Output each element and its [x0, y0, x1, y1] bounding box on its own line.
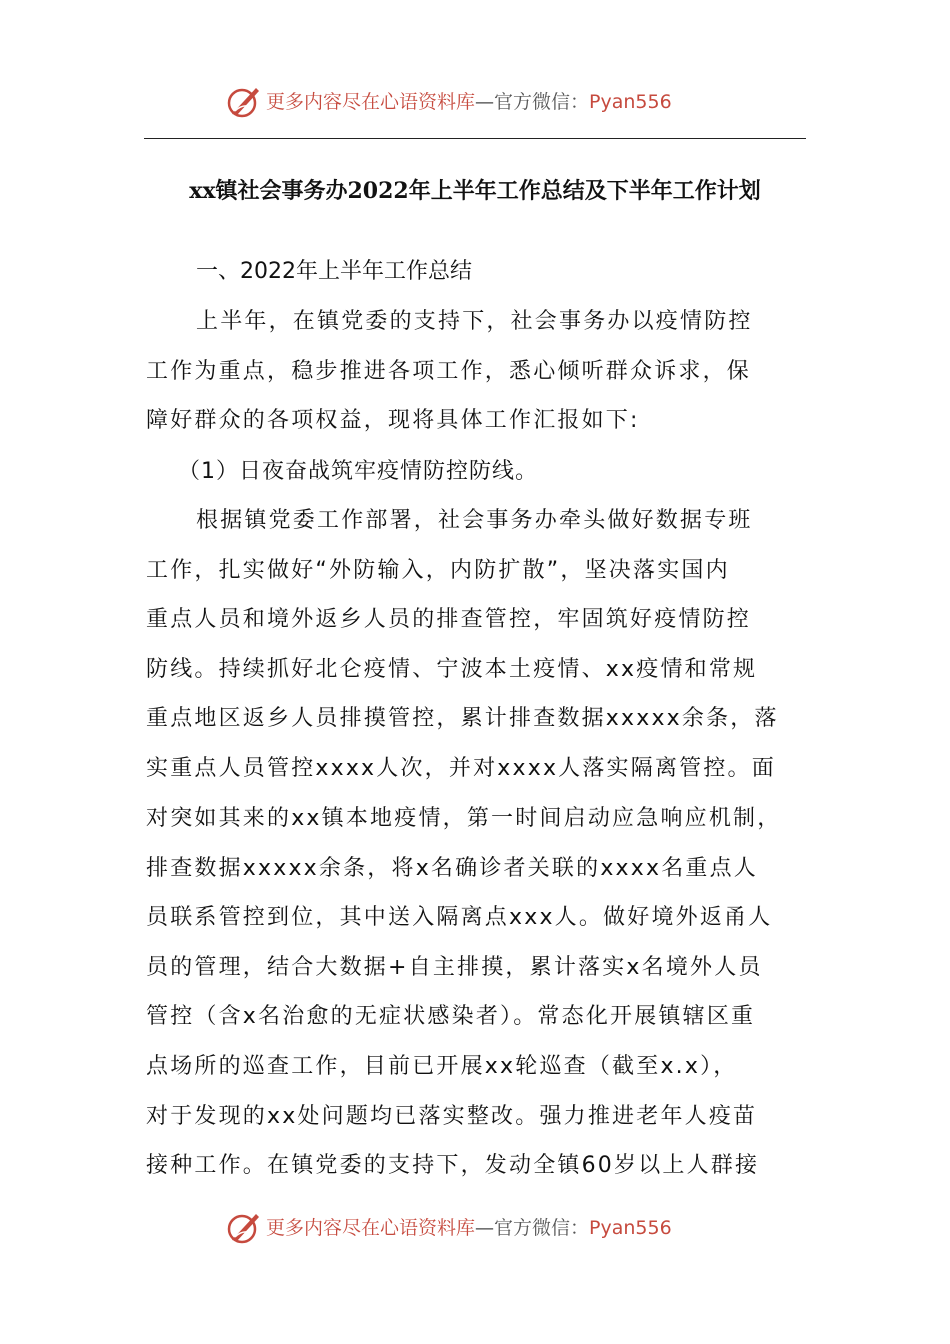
paragraph-line: 点场所的巡查工作，目前已开展xx轮巡查（截至x.x），: [146, 1054, 738, 1079]
banner-separator: —: [475, 91, 495, 113]
paragraph-line: 管控（含x名治愈的无症状感染者）。常态化开展镇辖区重: [146, 1004, 756, 1029]
paragraph-line: 根据镇党委工作部署，社会事务办牵头做好数据专班: [196, 508, 753, 533]
quill-logo-icon: [226, 84, 262, 120]
banner-slogan: 更多内容尽在心语资料库: [266, 91, 476, 113]
paragraph-line: 实重点人员管控xxxx人次，并对xxxx人落实隔离管控。面: [146, 756, 776, 781]
paragraph-line: 对突如其来的xx镇本地疫情，第一时间启动应急响应机制，: [146, 806, 782, 831]
section-heading: 一、2022年上半年工作总结: [196, 259, 472, 284]
quill-logo-icon: [226, 1210, 262, 1246]
paragraph-line: 重点人员和境外返乡人员的排查管控，牢固筑好疫情防控: [146, 607, 752, 632]
banner-wechat-label: 官方微信：: [494, 91, 590, 113]
banner-slogan: 更多内容尽在心语资料库: [266, 1217, 476, 1239]
paragraph-line: 障好群众的各项权益，现将具体工作汇报如下:: [146, 408, 640, 433]
header-divider: [144, 138, 806, 139]
banner-text: [266, 89, 672, 115]
document-title: xx镇社会事务办2022年上半年工作总结及下半年工作计划: [189, 178, 761, 204]
paragraph-line: 接种工作。在镇党委的支持下，发动全镇60岁以上人群接: [146, 1153, 760, 1178]
paragraph-line: 防线。持续抓好北仑疫情、宁波本土疫情、xx疫情和常规: [146, 657, 758, 682]
subsection-heading: （1）日夜奋战筑牢疫情防控防线。: [178, 459, 538, 484]
paragraph-line: 员联系管控到位，其中送入隔离点xxx人。做好境外返甬人: [146, 905, 773, 930]
header-banner: [0, 84, 950, 124]
paragraph-line: 上半年，在镇党委的支持下，社会事务办以疫情防控: [196, 309, 753, 334]
paragraph-line: 员的管理，结合大数据+自主排摸，累计落实x名境外人员: [146, 955, 763, 980]
paragraph-line: 排查数据xxxxx余条，将x名确诊者关联的xxxx名重点人: [146, 856, 758, 881]
paragraph-line: 对于发现的xx处问题均已落实整改。强力推进老年人疫苗: [146, 1104, 758, 1129]
banner-separator: —: [475, 1217, 495, 1239]
paragraph-line: 重点地区返乡人员排摸管控，累计排查数据xxxxx余条，落: [146, 706, 779, 731]
banner-account: Pyan556: [589, 91, 672, 113]
paragraph-line: 工作为重点，稳步推进各项工作，悉心倾听群众诉求，保: [146, 359, 752, 384]
footer-banner: [0, 1210, 950, 1250]
banner-text: [266, 1215, 672, 1241]
paragraph-line: 工作，扎实做好“外防输入，内防扩散”，坚决落实国内: [146, 558, 730, 583]
banner-account: Pyan556: [589, 1217, 672, 1239]
banner-wechat-label: 官方微信：: [494, 1217, 590, 1239]
